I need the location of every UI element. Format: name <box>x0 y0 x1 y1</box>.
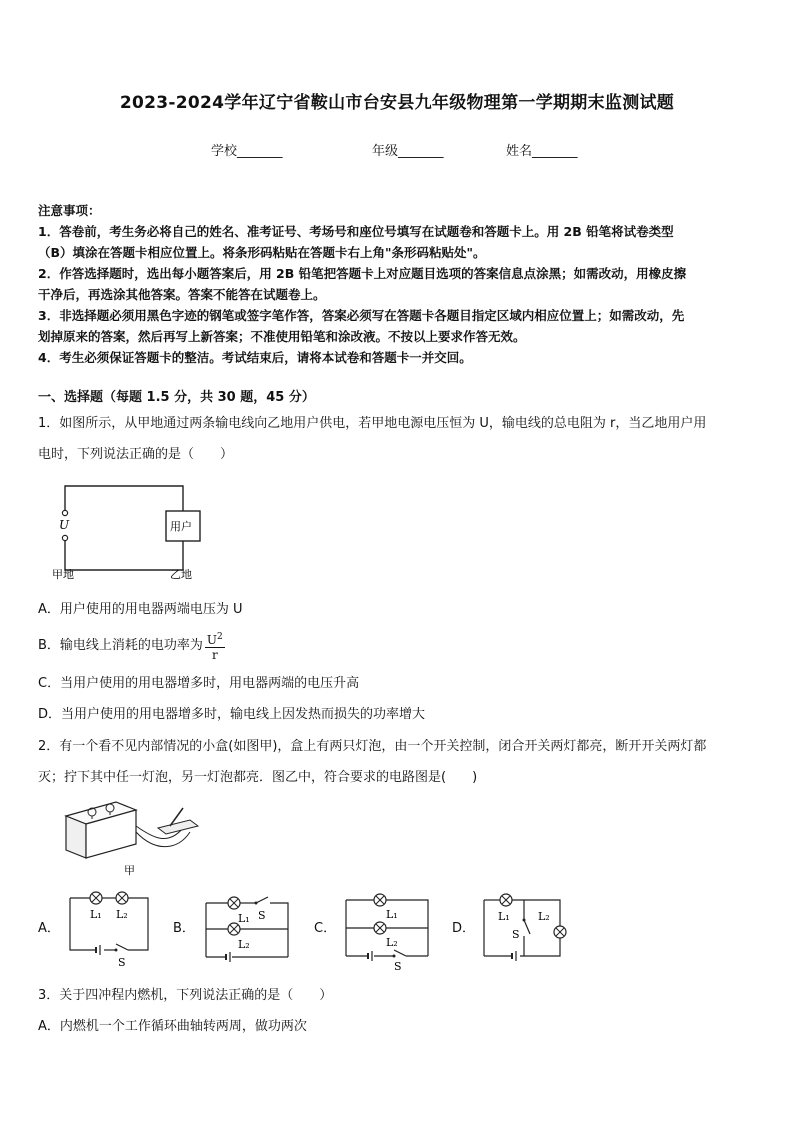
q1-option-b-text: B．输电线上消耗的电功率为 <box>38 638 203 653</box>
l2-label: L₂ <box>116 908 128 921</box>
q1-circuit-figure <box>50 478 210 580</box>
switch-label: S <box>118 956 126 969</box>
q1-stem: 1．如图所示，从甲地通过两条输电线向乙地用户供电，若甲地电源电压恒为 U，输电线的总电阻为 r，当乙地用户用 <box>38 416 707 431</box>
circuit-b <box>202 893 294 969</box>
notice-line: 4．考生必须保证答题卡的整洁。考试结束后，请将本试卷和答题卡一并交回。 <box>38 350 472 365</box>
q2-stem-cont: 灭；拧下其中任一灯泡，另一灯泡都亮．图乙中，符合要求的电路图是( ) <box>38 770 478 785</box>
q1-option-b <box>38 630 225 662</box>
l1-label: L₁ <box>90 908 102 921</box>
switch-label: S <box>394 960 402 972</box>
q2-option-a: A． <box>38 921 60 936</box>
section-heading: 一、选择题（每题 1.5 分，共 30 题，45 分） <box>38 390 315 405</box>
switch-label: S <box>258 909 266 922</box>
l1-label: L₁ <box>386 908 398 921</box>
q1-option-c: C．当用户使用的用电器增多时，用电器两端的电压升高 <box>38 676 360 691</box>
fraction-denominator: r <box>211 648 218 662</box>
q2-option-b: B． <box>173 921 195 936</box>
switch-label: S <box>512 928 520 941</box>
notice-line: 划掉原来的答案，然后再写上新答案；不准使用铅笔和涂改液。不按以上要求作答无效。 <box>38 329 526 344</box>
l1-label: L₁ <box>498 910 510 923</box>
q1-stem-cont: 电时，下列说法正确的是（ ） <box>38 447 234 462</box>
notice-heading: 注意事项： <box>38 203 101 218</box>
q3-stem: 3．关于四冲程内燃机，下列说法正确的是（ ） <box>38 988 333 1003</box>
fraction-numerator: U <box>206 633 218 647</box>
q2-option-c: C． <box>314 921 337 936</box>
q2-box-figure <box>58 798 208 876</box>
page-title: 2023-2024学年辽宁省鞍山市台安县九年级物理第一学期期末监测试题 <box>119 93 675 113</box>
jia-label: 甲地 <box>52 568 74 580</box>
q1-option-d: D．当用户使用的用电器增多时，输电线上因发热而损失的功率增大 <box>38 707 426 722</box>
circuit-c <box>342 890 434 972</box>
user-label: 用户 <box>170 520 192 533</box>
fig-jia-label: 甲 <box>124 864 135 876</box>
notice-line: 2．作答选择题时，选出每小题答案后，用 2B 铅笔把答题卡上对应题目选项的答案信息点涂黑；如需改动，用橡皮擦 <box>38 266 687 281</box>
school-field: 学校_______ <box>211 144 283 159</box>
q2-stem: 2．有一个看不见内部情况的小盒(如图甲)，盒上有两只灯泡，由一个开关控制，闭合开关两灯都亮，断开开关两灯都 <box>38 739 707 754</box>
q2-option-d: D． <box>452 921 476 936</box>
l2-label: L₂ <box>238 938 250 951</box>
circuit-d <box>480 890 576 972</box>
fraction-exponent: 2 <box>217 632 223 642</box>
notice-line: （B）填涂在答题卡相应位置上。将条形码粘贴在答题卡右上角"条形码粘贴处"。 <box>38 245 486 260</box>
l1-label: L₁ <box>238 912 250 925</box>
name-field: 姓名_______ <box>506 144 578 159</box>
l2-label: L₂ <box>538 910 550 923</box>
q1-option-a: A．用户使用的用电器两端电压为 U <box>38 602 243 617</box>
notice-line: 1．答卷前，考生务必将自己的姓名、准考证号、考场号和座位号填写在试题卷和答题卡上。用 2B 铅笔将试卷类型 <box>38 224 674 239</box>
grade-field: 年级_______ <box>372 144 444 159</box>
yi-label: 乙地 <box>170 568 192 580</box>
circuit-a <box>66 888 156 970</box>
l2-label: L₂ <box>386 936 398 949</box>
q3-option-a: A．内燃机一个工作循环曲轴转两周，做功两次 <box>38 1019 307 1034</box>
power-fraction <box>205 630 225 662</box>
notice-line: 3．非选择题必须用黑色字迹的钢笔或签字笔作答，答案必须写在答题卡各题目指定区域内相应位置上；如需改动，先 <box>38 308 685 323</box>
notice-line: 干净后，再选涂其他答案。答案不能答在试题卷上。 <box>38 287 326 302</box>
voltage-label: U <box>59 518 70 532</box>
